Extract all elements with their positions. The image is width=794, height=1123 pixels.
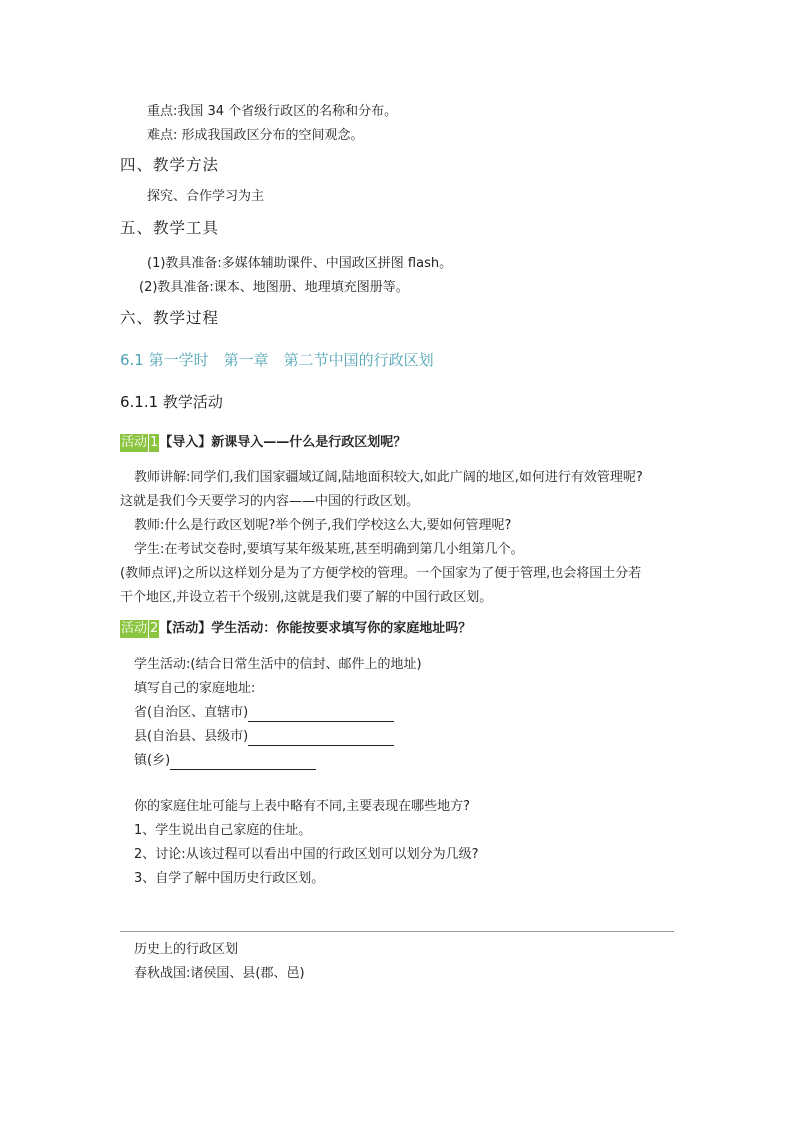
activity-number-badge: 2 [150, 621, 159, 636]
field-label: 镇(乡) [134, 753, 171, 768]
province-field [134, 704, 394, 722]
blank-line[interactable] [248, 707, 394, 722]
difficulty-text: 难点: 形成我国政区分布的空间观念。 [147, 128, 364, 143]
fill-address-label: 填写自己的家庭地址: [134, 681, 256, 696]
town-field [134, 752, 316, 770]
activity-2-title: 【活动】学生活动：你能按要求填写你的家庭地址吗？ [159, 621, 472, 636]
paragraph-line: 干个地区,并设立若干个级别,这就是我们要了解的中国行政区划。 [120, 590, 493, 605]
paragraph-line: 这就是我们今天要学习的内容——中国的行政区划。 [120, 494, 420, 509]
section-5-title: 五、教学工具 [120, 219, 220, 237]
paragraph-line: 教师讲解:同学们,我们国家疆域辽阔,陆地面积较大,如此广阔的地区,如何进行有效管理呢? [134, 470, 643, 485]
activity-heading: 6.1.1 教学活动 [120, 393, 223, 411]
activity-tag: 活动 [121, 621, 148, 636]
step-item: 2、讨论:从该过程可以看出中国的行政区划可以划分为几级? [134, 847, 479, 862]
history-title: 历史上的行政区划 [134, 942, 239, 957]
history-line: 春秋战国:诸侯国、县(郡、邑) [134, 966, 305, 981]
activity-2-header [120, 620, 471, 638]
blank-line[interactable] [248, 731, 394, 746]
tool-item-1: (1)教具准备:多媒体辅助课件、中国政区拼图 flash。 [147, 256, 453, 271]
county-field [134, 728, 394, 746]
field-label: 省(自治区、直辖市) [134, 705, 249, 720]
paragraph-line: 学生:在考试交卷时,要填写某年级某班,甚至明确到第几小组第几个。 [134, 542, 524, 557]
step-item: 3、自学了解中国历史行政区划。 [134, 871, 325, 886]
field-label: 县(自治县、县级市) [134, 729, 249, 744]
activity-1-title: 【导入】新课导入——什么是行政区划呢？ [159, 435, 407, 450]
section-6-title: 六、教学过程 [120, 309, 220, 327]
activity-tag: 活动 [121, 435, 148, 450]
key-point-text: 重点:我国 34 个省级行政区的名称和分布。 [147, 104, 398, 119]
section-4-title: 四、教学方法 [120, 156, 220, 174]
tool-item-2: (2)教具准备:课本、地图册、地理填充图册等。 [139, 280, 409, 295]
blank-line[interactable] [170, 755, 316, 770]
activity-1-header [120, 434, 406, 452]
lesson-heading: 6.1 第一学时 第一章 第二节中国的行政区划 [120, 351, 434, 369]
divider [120, 931, 674, 932]
student-activity-intro: 学生活动:(结合日常生活中的信封、邮件上的地址) [134, 657, 422, 672]
section-4-content: 探究、合作学习为主 [147, 189, 265, 204]
activity-number-badge: 1 [150, 435, 159, 450]
paragraph-line: 教师:什么是行政区划呢?举个例子,我们学校这么大,要如何管理呢? [134, 518, 512, 533]
paragraph-line: (教师点评)之所以这样划分是为了方便学校的管理。一个国家为了便于管理,也会将国土分若 [120, 566, 642, 581]
step-item: 1、学生说出自己家庭的住址。 [134, 823, 312, 838]
address-question: 你的家庭住址可能与上表中略有不同,主要表现在哪些地方? [134, 799, 471, 814]
